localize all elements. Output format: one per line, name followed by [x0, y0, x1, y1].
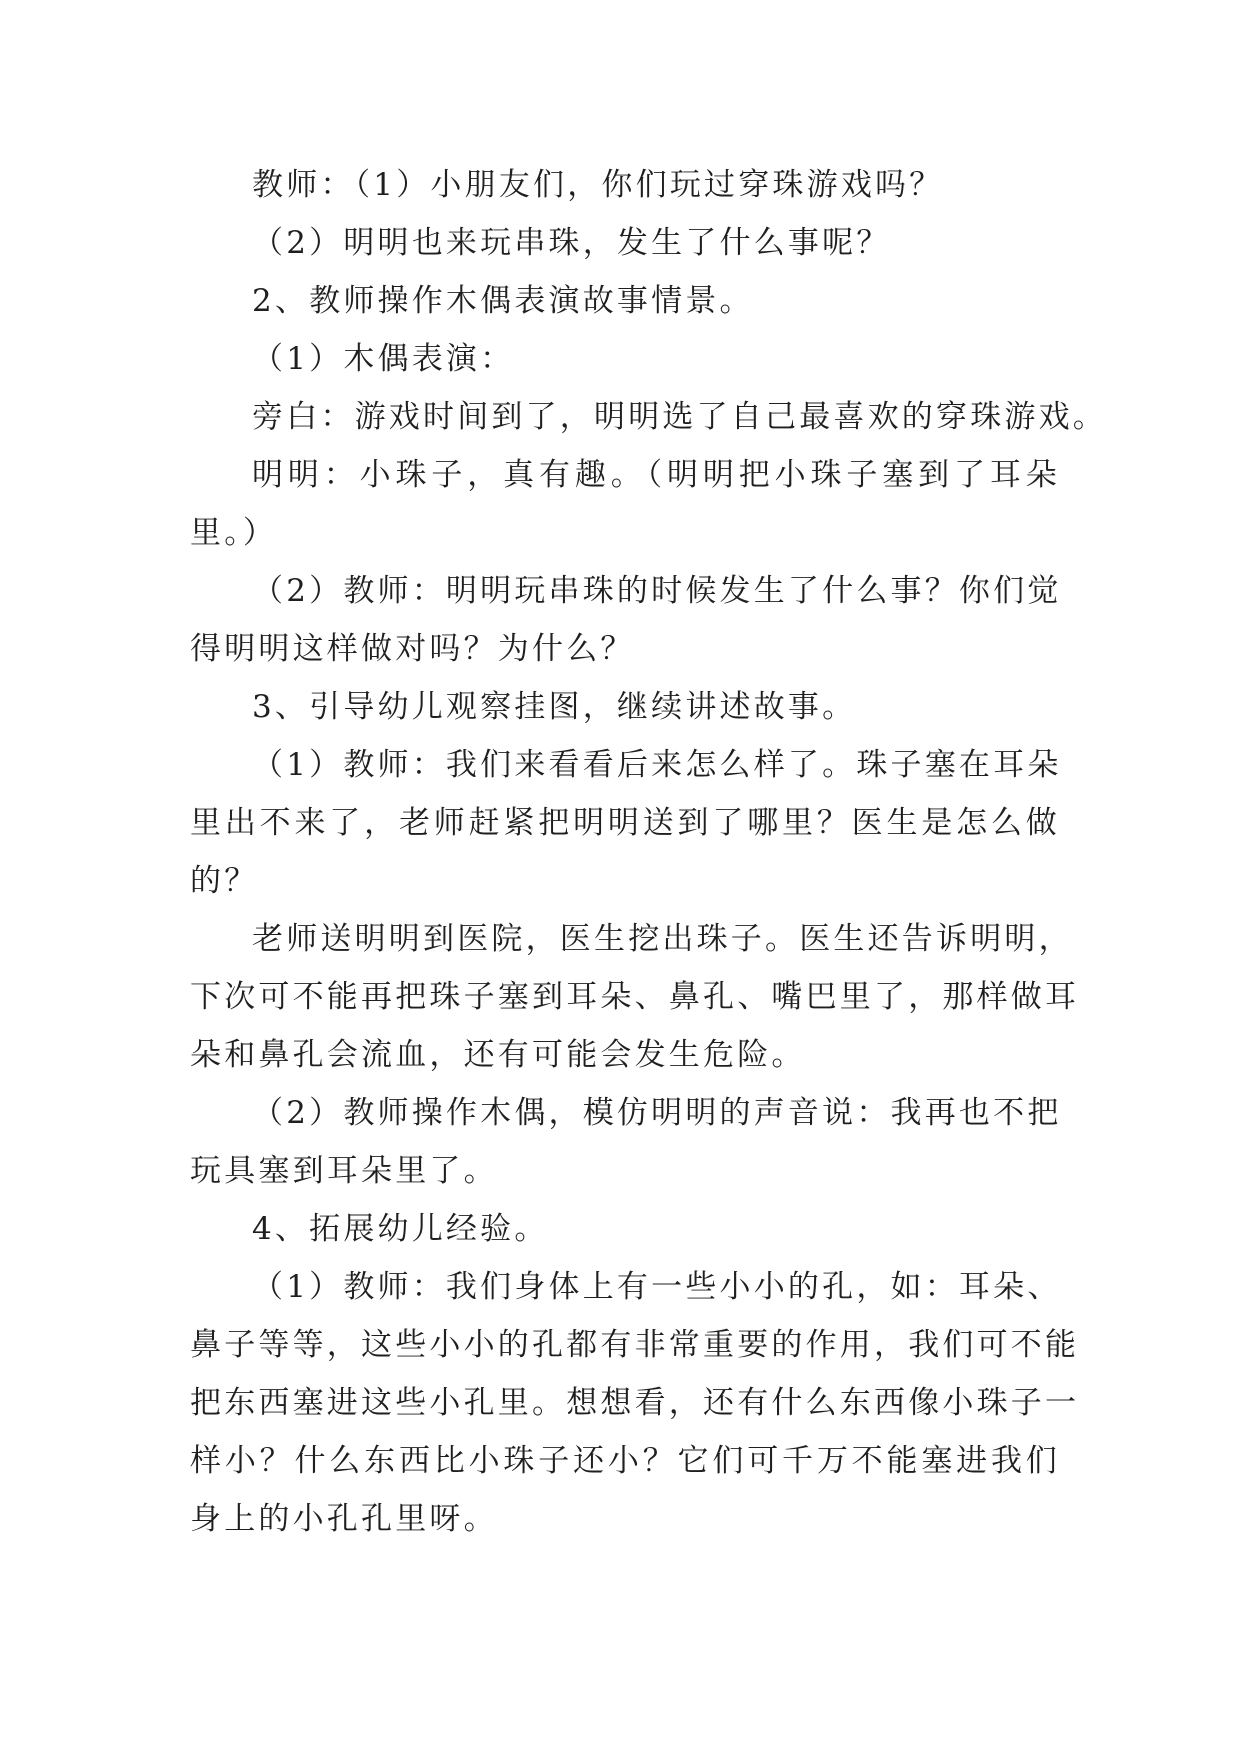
paragraph: [190, 388, 1107, 446]
paragraph: [190, 736, 1060, 910]
text-line: 鼻子等等，这些小小的孔都有非常重要的作用，我们可不能: [190, 1327, 1080, 1363]
text-line: （1）教师：我们来看看后来怎么样了。珠子塞在耳朵: [252, 747, 1062, 783]
text-line: 身上的小孔孔里呀。: [190, 1501, 498, 1537]
text-line: 4、拓展幼儿经验。: [252, 1211, 549, 1247]
text-line: 的？: [190, 863, 259, 899]
paragraph: [190, 1258, 1080, 1548]
text-line: 朵和鼻孔会流血，还有可能会发生危险。: [190, 1037, 806, 1073]
paragraph: [190, 330, 1060, 388]
text-line: 老师送明明到医院，医生挖出珠子。医生还告诉明明，: [252, 921, 1073, 957]
text-line: 下次可不能再把珠子塞到耳朵、鼻孔、嘴巴里了，那样做耳: [190, 979, 1080, 1015]
text-line: （2）明明也来玩串珠，发生了什么事呢？: [252, 225, 891, 261]
paragraph: [190, 446, 1060, 562]
paragraph: [190, 562, 1060, 678]
text-line: （1）木偶表演：: [252, 341, 515, 377]
text-line: 把东西塞进这些小孔里。想想看，还有什么东西像小珠子一: [190, 1385, 1080, 1421]
text-line: 里出不来了，老师赶紧把明明送到了哪里？医生是怎么做: [190, 805, 1060, 841]
text-line: 旁白：游戏时间到了，明明选了自己最喜欢的穿珠游戏。: [252, 399, 1107, 435]
text-line: 3、引导幼儿观察挂图，继续讲述故事。: [252, 689, 857, 725]
text-line: （1）教师：我们身体上有一些小小的孔，如：耳朵、: [252, 1269, 1062, 1305]
text-line: 玩具塞到耳朵里了。: [190, 1153, 498, 1189]
text-line: 2、教师操作木偶表演故事情景。: [252, 283, 754, 319]
text-line: 得明明这样做对吗？为什么？: [190, 631, 635, 667]
paragraph: [190, 910, 1080, 1084]
paragraph: [190, 1200, 1060, 1258]
text-line: （2）教师操作木偶，模仿明明的声音说：我再也不把: [252, 1095, 1062, 1131]
paragraph: [190, 272, 1060, 330]
paragraph: [190, 1084, 1060, 1200]
text-line: 明明：小珠子，真有趣。（明明把小珠子塞到了耳朵: [252, 457, 1060, 493]
text-line: 样小？什么东西比小珠子还小？它们可千万不能塞进我们: [190, 1443, 1060, 1479]
text-line: 里。）: [190, 515, 278, 551]
paragraph: [190, 156, 1060, 214]
text-line: （2）教师：明明玩串珠的时候发生了什么事？你们觉: [252, 573, 1062, 609]
document-page: [190, 156, 1107, 1548]
paragraph: [190, 214, 1060, 272]
paragraph: [190, 678, 1060, 736]
text-line: 教师：（1）小朋友们，你们玩过穿珠游戏吗？: [252, 167, 944, 203]
